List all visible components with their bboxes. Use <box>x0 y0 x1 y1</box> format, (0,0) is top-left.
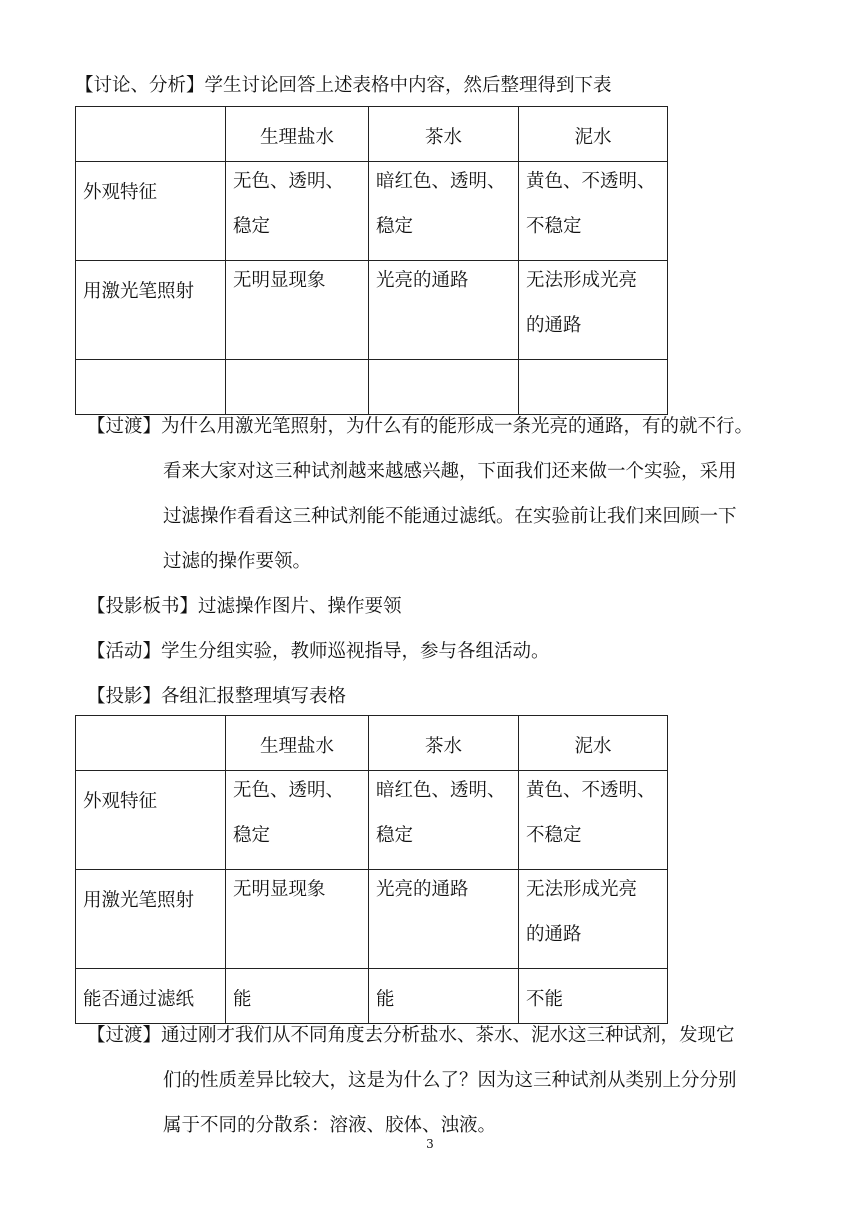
table-header-cell <box>76 716 226 771</box>
table-header-cell: 生理盐水 <box>226 716 369 771</box>
table-cell <box>226 360 369 415</box>
projection-board-paragraph: 【投影板书】过滤操作图片、操作要领 <box>87 596 402 617</box>
table-header-cell <box>76 107 226 162</box>
transition-line: 们的性质差异比较大，这是为什么了？因为这三种试剂从类别上分分别 <box>163 1070 737 1091</box>
row-label: 能否通过滤纸 <box>76 969 226 1024</box>
table-cell: 无色、透明、 稳定 <box>226 162 369 261</box>
table-header-cell: 茶水 <box>369 716 519 771</box>
table-row <box>76 969 668 1024</box>
row-label: 用激光笔照射 <box>76 870 226 969</box>
table-header-row <box>76 716 668 771</box>
activity-paragraph: 【活动】学生分组实验，教师巡视指导，参与各组活动。 <box>87 641 550 662</box>
table-row <box>76 870 668 969</box>
table-cell: 能 <box>226 969 369 1024</box>
transition-line: 属于不同的分散系：溶液、胶体、浊液。 <box>163 1115 497 1136</box>
table-cell: 不能 <box>519 969 668 1024</box>
row-label: 外观特征 <box>76 771 226 870</box>
transition-paragraph-2: 【过渡】通过刚才我们从不同角度去分析盐水、茶水、泥水这三种试剂，发现它 <box>87 1025 735 1046</box>
transition-paragraph-1: 【过渡】为什么用激光笔照射，为什么有的能形成一条光亮的通路，有的就不行。 <box>87 416 754 437</box>
table-cell: 无色、透明、 稳定 <box>226 771 369 870</box>
table-cell: 无明显现象 <box>226 261 369 360</box>
page-number: 3 <box>426 1137 434 1151</box>
table-header-cell: 泥水 <box>519 716 668 771</box>
transition-line: 过滤操作看看这三种试剂能不能通过滤纸。在实验前让我们来回顾一下 <box>163 506 737 527</box>
transition-line: 过滤的操作要领。 <box>163 551 312 572</box>
table-header-row <box>76 107 668 162</box>
table-row <box>76 162 668 261</box>
table-cell: 黄色、不透明、 不稳定 <box>519 771 668 870</box>
table-comparison-1 <box>75 106 668 415</box>
table-cell: 无法形成光亮 的通路 <box>519 261 668 360</box>
table-row <box>76 771 668 870</box>
table-row <box>76 360 668 415</box>
table-cell: 无法形成光亮 的通路 <box>519 870 668 969</box>
transition-line: 看来大家对这三种试剂越来越感兴趣，下面我们还来做一个实验，采用 <box>163 461 737 482</box>
table-cell <box>519 360 668 415</box>
table-cell: 光亮的通路 <box>369 261 519 360</box>
projection-paragraph: 【投影】各组汇报整理填写表格 <box>87 686 347 707</box>
section-heading-discussion: 【讨论、分析】学生讨论回答上述表格中内容，然后整理得到下表 <box>75 75 612 96</box>
table-header-cell: 茶水 <box>369 107 519 162</box>
table-cell: 黄色、不透明、 不稳定 <box>519 162 668 261</box>
row-label: 外观特征 <box>76 162 226 261</box>
row-label <box>76 360 226 415</box>
table-cell: 暗红色、透明、 稳定 <box>369 162 519 261</box>
table-cell: 暗红色、透明、 稳定 <box>369 771 519 870</box>
table-cell: 无明显现象 <box>226 870 369 969</box>
table-row <box>76 261 668 360</box>
table-cell: 能 <box>369 969 519 1024</box>
table-header-cell: 泥水 <box>519 107 668 162</box>
table-header-cell: 生理盐水 <box>226 107 369 162</box>
row-label: 用激光笔照射 <box>76 261 226 360</box>
table-comparison-2 <box>75 715 668 1024</box>
table-cell <box>369 360 519 415</box>
table-cell: 光亮的通路 <box>369 870 519 969</box>
